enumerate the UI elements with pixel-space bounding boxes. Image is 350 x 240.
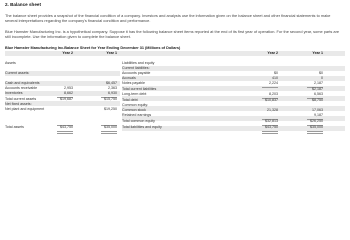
grand-total-rule xyxy=(262,131,278,134)
liability-label: Long-term debt xyxy=(122,92,147,96)
liability-value-year2: $10,837 xyxy=(265,98,278,102)
liabilities-header: Liabilities and equity xyxy=(122,61,155,65)
asset-label: Net plant and equipment xyxy=(5,107,45,111)
balance-sheet-title: Blue Hamster Manufacturing Inc.Balance Sheet for Year Ending December 31 (Millions of Dollars) xyxy=(5,46,181,50)
liability-label: Total current liabilities xyxy=(122,87,157,91)
liability-value-year1: 0 xyxy=(321,76,323,80)
liability-value-year2: $32,813 xyxy=(265,119,278,123)
asset-label: Total current assets xyxy=(5,97,37,101)
liability-value-year2: 8,203 xyxy=(269,92,278,96)
asset-label: Net fixed assets: xyxy=(5,102,32,106)
section-heading: 2. Balance sheet xyxy=(5,2,42,7)
asset-label: Accounts receivable xyxy=(5,86,38,90)
liability-label: Common stock xyxy=(122,108,146,112)
total-liab-equity-year2: $43,750 xyxy=(265,125,278,129)
liability-label: Notes payable xyxy=(122,81,145,85)
liability-value-year1: 17,063 xyxy=(312,108,323,112)
asset-label: Cash and equivalents xyxy=(5,81,40,85)
instructions-paragraph: Blue Hamster Manufacturing Inc. is a hypothetical company. Suppose it has the following balance sheet items reported at the end of its first year of operation. For the second year, some parts are still incomplete. Use the information given to complete the balance sheet. xyxy=(5,29,340,39)
total-liab-equity-label: Total liabilities and equity xyxy=(122,125,162,129)
liability-label: Accounts payable xyxy=(122,71,151,75)
liability-value-year1: $26,250 xyxy=(310,119,323,123)
asset-value-year1: $19,250 xyxy=(104,107,117,111)
grand-total-rule xyxy=(57,131,73,134)
total-liab-equity-year1: $35,000 xyxy=(310,125,323,129)
subtotal-rule xyxy=(262,87,278,88)
liability-value-year2: $0 xyxy=(274,71,278,75)
asset-value-year2: $19,687 xyxy=(60,97,73,101)
asset-label: Inventories xyxy=(5,91,23,95)
liability-label: Current liabilities: xyxy=(122,66,150,70)
liability-label: Accruals xyxy=(122,76,136,80)
liability-value-year1: $0 xyxy=(319,71,323,75)
liability-value-year1: 2,187 xyxy=(314,81,323,85)
total-assets-year2: $43,750 xyxy=(60,125,73,129)
liability-label: Common equity: xyxy=(122,103,149,107)
liab-year2-header: Year 2 xyxy=(267,51,278,55)
intro-paragraph: The balance sheet provides a snapshot of the financial condition of a company. Investors and analysts use the information given on the balance sheet and other financial statements to make several interpretations regarding the company's financial condition and performance. xyxy=(5,13,331,23)
asset-value-year1: 2,363 xyxy=(108,86,117,90)
assets-year1-header: Year 1 xyxy=(106,51,117,55)
grand-total-rule xyxy=(307,131,323,134)
total-assets-label: Total assets xyxy=(5,125,24,129)
asset-value-year1: $6,457 xyxy=(106,81,117,85)
asset-value-year2: 8,662 xyxy=(64,91,73,95)
liability-value-year1: 9,187 xyxy=(314,113,323,117)
liability-label: Total common equity xyxy=(122,119,155,123)
asset-value-year2: 2,953 xyxy=(64,86,73,90)
liability-value-year2: 410 xyxy=(272,76,278,80)
asset-label: Current assets: xyxy=(5,71,30,75)
asset-value-year1: $15,750 xyxy=(104,97,117,101)
asset-value-year1: 6,930 xyxy=(108,91,117,95)
liability-value-year1: 6,563 xyxy=(314,92,323,96)
liability-value-year1: $8,750 xyxy=(312,98,323,102)
liability-value-year2: 21,328 xyxy=(267,108,278,112)
balance-sheet-table xyxy=(5,51,345,163)
liability-label: Retained earnings xyxy=(122,113,152,117)
liab-year1-header: Year 1 xyxy=(312,51,323,55)
assets-year2-header: Year 2 xyxy=(62,51,73,55)
liability-value-year1: $2,187 xyxy=(312,87,323,91)
assets-header: Assets xyxy=(5,61,16,65)
grand-total-rule xyxy=(101,131,117,134)
total-assets-year1: $35,000 xyxy=(104,125,117,129)
liability-value-year2: 2,224 xyxy=(269,81,278,85)
liability-label: Total debt xyxy=(122,98,138,102)
